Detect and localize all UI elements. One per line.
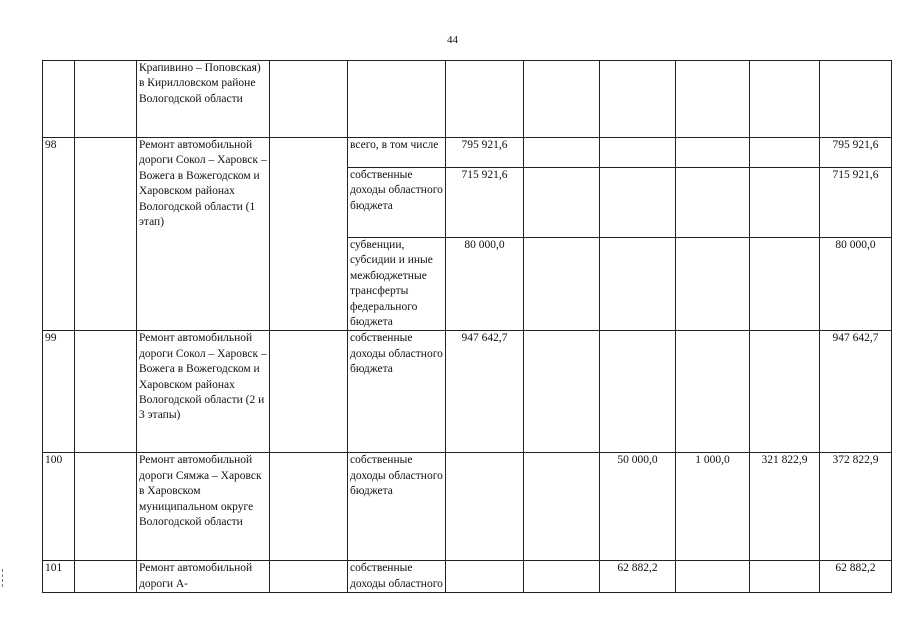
total-cell: 715 921,6 [820,168,892,238]
amount-cell: 80 000,0 [446,238,524,331]
page-number: 44 [447,34,458,46]
row-number: 101 [43,561,75,593]
row-number: 98 [43,138,75,331]
year-amount-cell: 1 000,0 [676,453,750,561]
total-cell: 62 882,2 [820,561,892,593]
table-row [43,331,892,453]
amount-cell: 715 921,6 [446,168,524,238]
total-cell: 372 822,9 [820,453,892,561]
total-cell: 80 000,0 [820,238,892,331]
amount-cell: 795 921,6 [446,138,524,168]
table-row [43,561,892,593]
total-cell: 947 642,7 [820,331,892,453]
table-row [43,138,892,168]
object-name: Ремонт автомобильной дороги А- [137,561,270,593]
year-amount-cell: 321 822,9 [750,453,820,561]
object-name: Ремонт автомобильной дороги Сокол – Харовск – Вожега в Вожегодском и Харовском районах Вологодской области (1 этап) [137,138,270,331]
object-name: Ремонт автомобильной дороги Сямжа – Харовск в Харовском муниципальном округе Вологодской области [137,453,270,561]
table-row [43,61,892,138]
total-cell: 795 921,6 [820,138,892,168]
scan-margin-mark [2,569,7,587]
table-row [43,453,892,561]
funding-source: собственные доходы областного [348,561,446,593]
year-amount-cell: 50 000,0 [600,453,676,561]
funding-source: субвенции, субсидии и иные межбюджетные трансферты федерального бюджета [348,238,446,331]
year-amount-cell: 62 882,2 [600,561,676,593]
funding-source: собственные доходы областного бюджета [348,331,446,453]
number-cell [43,61,75,138]
funding-source: собственные доходы областного бюджета [348,453,446,561]
row-number: 99 [43,331,75,453]
funding-source: собственные доходы областного бюджета [348,168,446,238]
object-name: Ремонт автомобильной дороги Сокол – Харовск – Вожега в Вожегодском и Харовском районах Вологодской области (2 и 3 этапы) [137,331,270,453]
amount-cell: 947 642,7 [446,331,524,453]
row-number: 100 [43,453,75,561]
object-name: Крапивино – Поповская) в Кирилловском районе Вологодской области [137,61,270,138]
budget-table [42,60,892,593]
funding-source: всего, в том числе [348,138,446,168]
